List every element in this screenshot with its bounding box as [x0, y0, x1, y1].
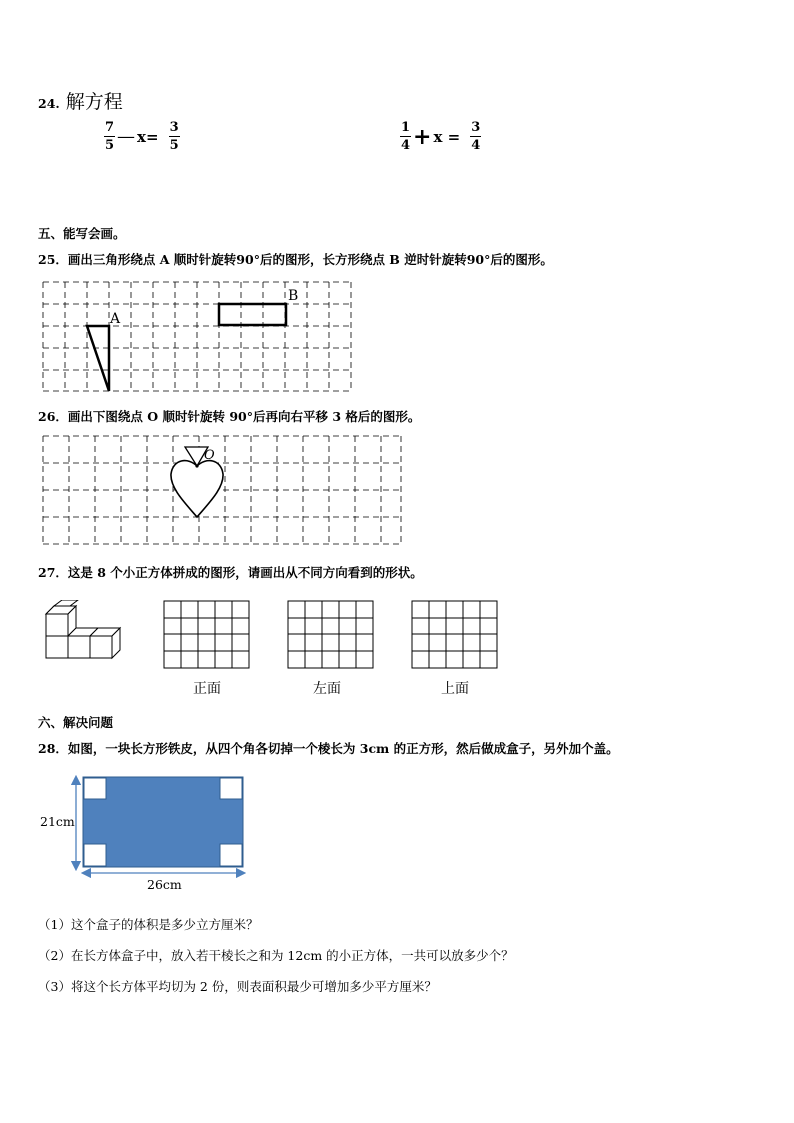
- q28-text: 28．如图，一块长方形铁皮，从四个角各切掉一个棱长为 3cm 的正方形，然后做成盒子，另外加个盖。: [38, 741, 619, 756]
- left-view-label: 左面: [313, 681, 341, 697]
- triangle-shape: [87, 326, 109, 391]
- left-view-grid: [287, 600, 375, 670]
- fraction-3-5: $\frac{3}{5}$: [169, 120, 179, 153]
- equation-1: [104, 121, 180, 152]
- fraction-3-4: $\frac{3}{4}$: [471, 120, 481, 153]
- q24-heading: [38, 87, 123, 114]
- q28-sub-2: （2）在长方体盒子中，放入若干棱长之和为 12cm 的小正方体，一共可以放多少个？: [38, 948, 514, 963]
- section-5-heading: 五、能写会画。: [38, 226, 126, 241]
- q28-sub-3: （3）将这个长方体平均切为 2 份，则表面积最少可增加多少平方厘米？: [38, 979, 437, 994]
- q26-grid-figure: [40, 433, 406, 549]
- q27-text: 27．这是 8 个小正方体拼成的图形，请画出从不同方向看到的形状。: [38, 565, 423, 580]
- variable-x: x=: [137, 127, 159, 146]
- top-view-label: 上面: [441, 681, 469, 697]
- fraction-1-4: $\frac{1}{4}$: [401, 120, 411, 153]
- point-b-label: B: [288, 288, 299, 304]
- fraction-7-5: $\frac{7}{5}$: [105, 120, 115, 153]
- point-a-label: A: [110, 311, 121, 327]
- metal-sheet-rect: [83, 777, 243, 867]
- heart-shape: [171, 461, 223, 517]
- q24-title: 解方程: [65, 91, 123, 113]
- front-view-grid: [163, 600, 251, 670]
- q25-grid-figure: [40, 279, 360, 395]
- cube-stack-figure: [40, 600, 126, 666]
- minus-sign: —: [117, 126, 136, 147]
- q24-number: 24.: [38, 96, 60, 111]
- corner-square-bl: [84, 844, 106, 866]
- section-6-heading: 六、解决问题: [38, 715, 114, 730]
- q26-text: 26．画出下图绕点 O 顺时针旋转 90°后再向右平移 3 格后的图形。: [38, 409, 421, 424]
- front-view-label: 正面: [193, 681, 221, 697]
- point-o-label: O: [204, 448, 215, 463]
- corner-square-tl: [84, 778, 106, 799]
- rectangle-shape: [219, 304, 286, 325]
- corner-square-tr: [220, 778, 242, 799]
- plus-sign: +: [413, 123, 432, 150]
- equation-2: [400, 121, 481, 152]
- variable-x: x =: [433, 127, 461, 146]
- q28-sub-1: （1）这个盒子的体积是多少立方厘米？: [38, 917, 259, 932]
- dashed-grid: [43, 436, 402, 544]
- q25-text: 25．画出三角形绕点 A 顺时针旋转90°后的图形，长方形绕点 B 逆时针旋转90°后的图形。: [38, 252, 553, 267]
- corner-square-br: [220, 844, 242, 866]
- point-o: [195, 464, 198, 467]
- top-view-grid: [411, 600, 499, 670]
- height-label: 21cm: [40, 814, 75, 829]
- width-label: 26cm: [147, 877, 182, 892]
- q28-box-figure: [40, 772, 252, 894]
